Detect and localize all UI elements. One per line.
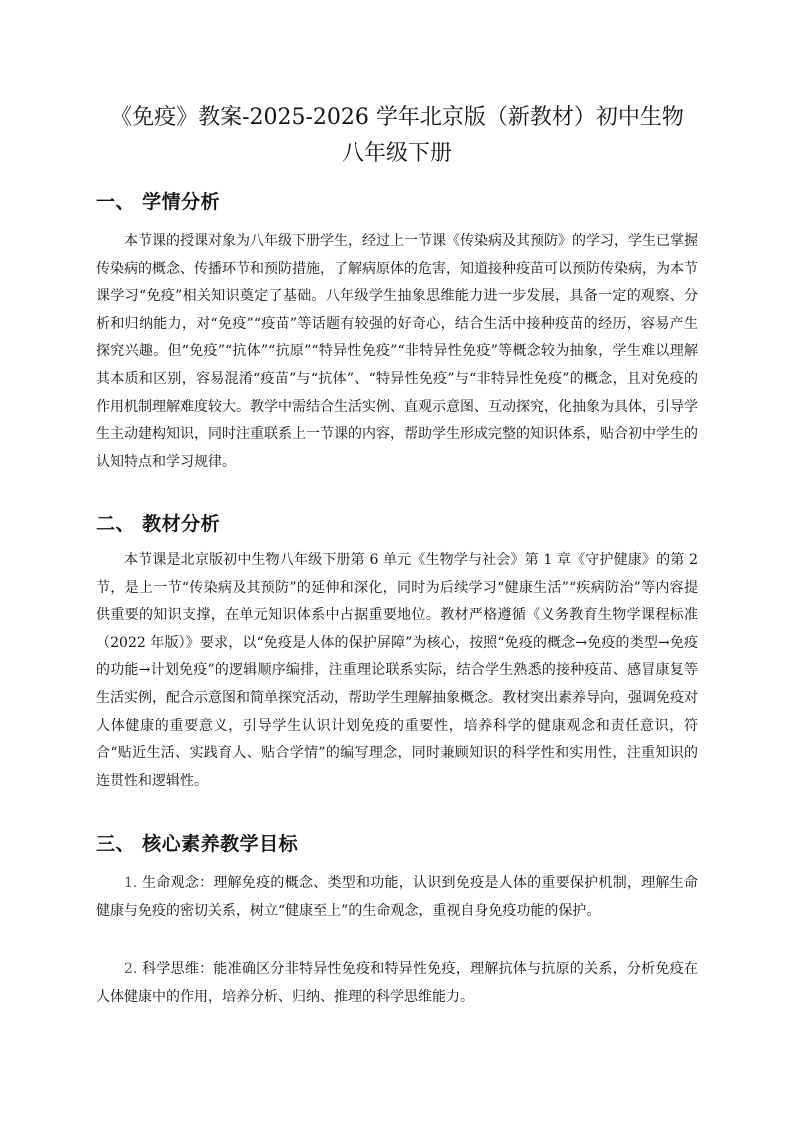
section-heading-core-literacy-goals: 三、 核心素养教学目标 [96, 833, 299, 855]
section-heading-learner-analysis: 一、 学情分析 [96, 191, 221, 213]
title-line-2: 八年级下册 [341, 141, 452, 166]
title-line-1: 《免疫》教案-2025-2026 学年北京版（新教材）初中生物 [110, 105, 684, 130]
goal-number: 2. [124, 961, 138, 977]
goal-text: 科学思维：能准确区分非特异性免疫和特异性免疫，理解抗体与抗原的关系，分析免疫在人体健康中的作用，培养分析、归纳、推理的科学思维能力。 [96, 961, 699, 1005]
goal-number: 1. [124, 875, 138, 891]
goal-item-scientific-thinking [96, 956, 698, 1011]
goal-item-life-concept [96, 870, 698, 925]
document-title [60, 100, 734, 172]
goal-text: 生命观念：理解免疫的概念、类型和功能，认识到免疫是人体的重要保护机制，理解生命健康与免疫的密切关系，树立“健康至上”的生命观念，重视自身免疫功能的保护。 [96, 875, 699, 919]
section-paragraph-learner-analysis: 本节课的授课对象为八年级下册学生，经过上一节课《传染病及其预防》的学习，学生已掌握传染病的概念、传播环节和预防措施，了解病原体的危害，知道接种疫苗可以预防传染病，为本节课学习“免疫”相关知识奠定了基础。八年级学生抽象思维能力进一步发展，具备一定的观察、分析和归纳能力，对“免疫”“疫苗”等话题有较强的好奇心，结合生活中接种疫苗的经历，容易产生探究兴趣。但“免疫”“抗体”“抗原”“特异性免疫”“非特异性免疫”等概念较为抽象，学生难以理解其本质和区别，容易混淆“疫苗”与“抗体”、“特异性免疫”与“非特异性免疫”的概念，且对免疫的作用机制理解难度较大。教学中需结合生活实例、直观示意图、互动探究，化抽象为具体，引导学生主动建构知识，同时注重联系上一节课的内容，帮助学生形成完整的知识体系，贴合初中学生的认知特点和学习规律。 [96, 233, 698, 470]
section-heading-textbook-analysis: 二、 教材分析 [96, 513, 221, 535]
section-paragraph-textbook-analysis: 本节课是北京版初中生物八年级下册第 6 单元《生物学与社会》第 1 章《守护健康》的第 2 节，是上一节“传染病及其预防”的延伸和深化，同时为后续学习“健康生活”“疾病防治”等内容提供重要的知识支撑，在单元知识体系中占据重要地位。教材严格遵循《义务教育生物学课程标准（2022 年版）》要求，以“免疫是人体的保护屏障”为核心，按照“免疫的概念→免疫的类型→免疫的功能→计划免疫”的逻辑顺序编排，注重理论联系实际，结合学生熟悉的接种疫苗、感冒康复等生活实例，配合示意图和简单探究活动，帮助学生理解抽象概念。教材突出素养导向，强调免疫对人体健康的重要意义，引导学生认识计划免疫的重要性，培养科学的健康观念和责任意识，符合“贴近生活、实践育人、贴合学情”的编写理念，同时兼顾知识的科学性和实用性，注重知识的连贯性和逻辑性。 [96, 552, 698, 789]
